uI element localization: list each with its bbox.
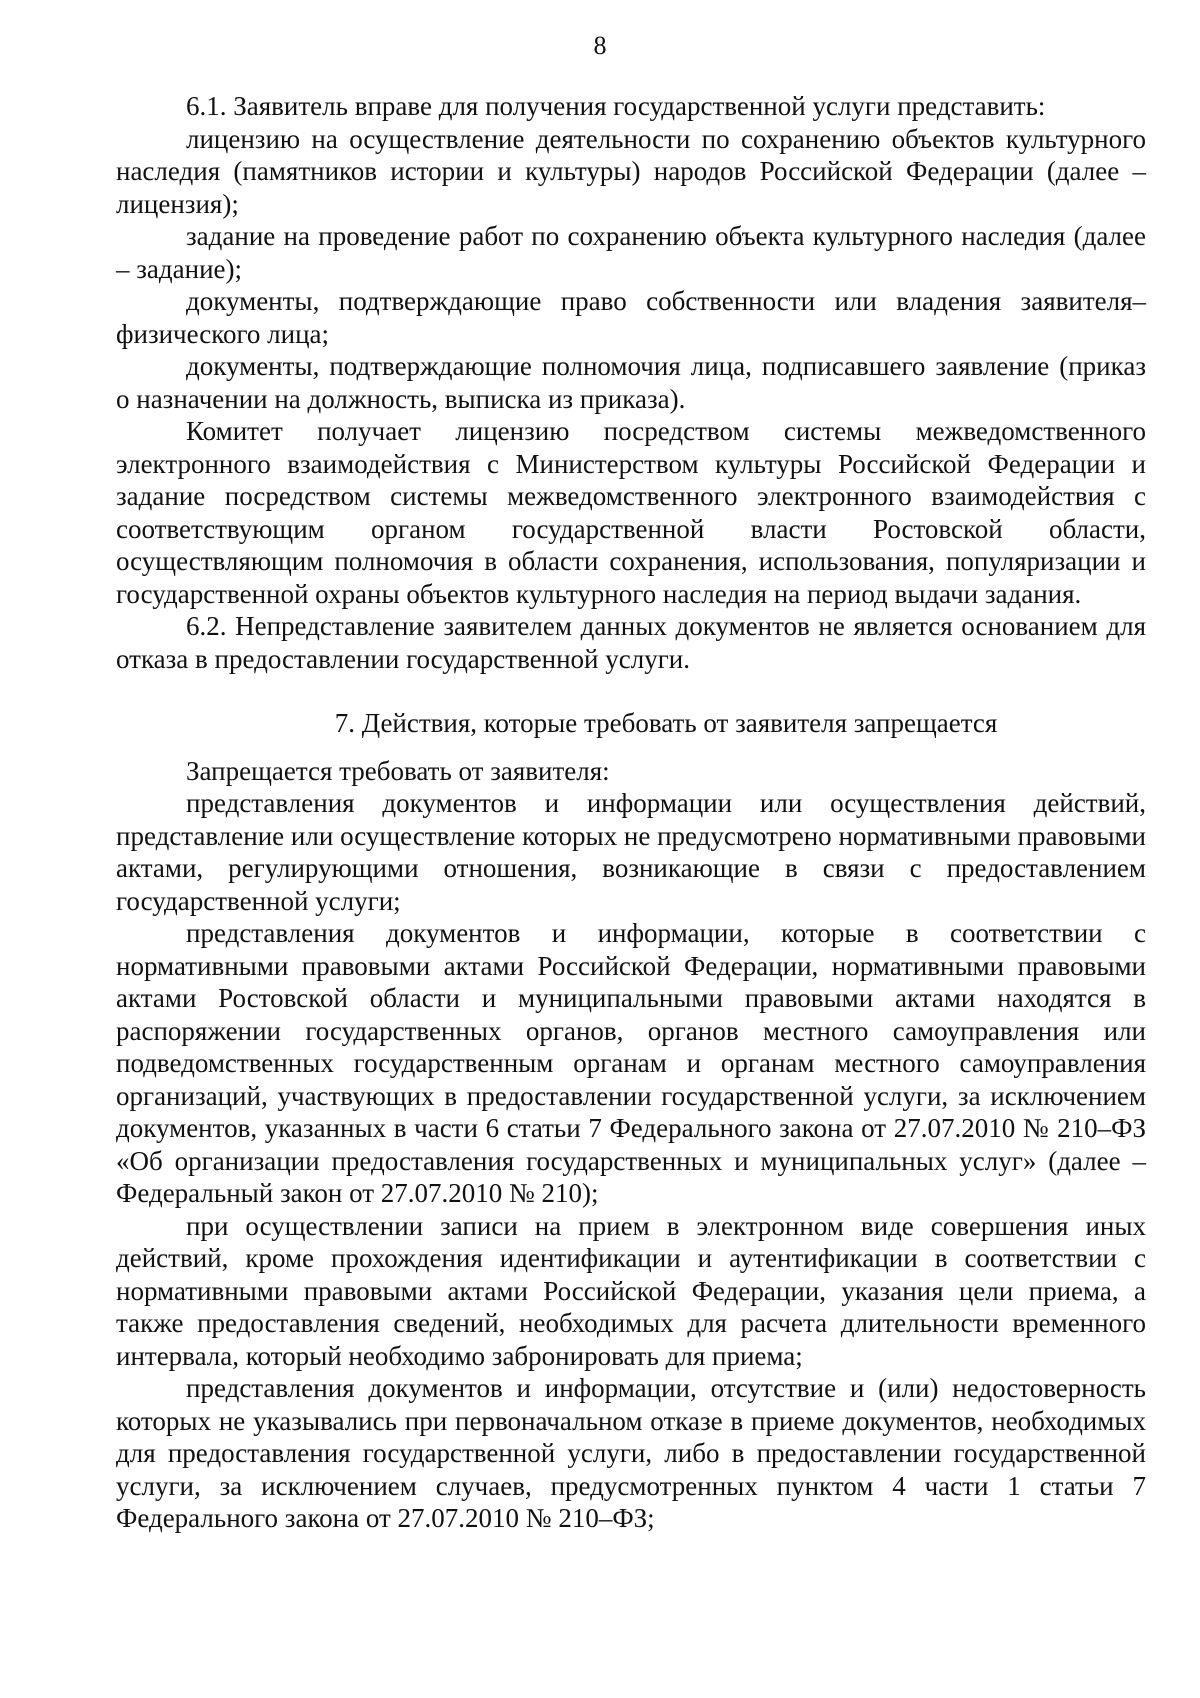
page-number: 8 (593, 31, 607, 60)
paragraph-prohibited-3: при осуществлении записи на прием в электронном виде совершения иных действий, кроме прохождения идентификации и аутентификации в соответствии с нормативными правовыми актами Российской Федерации, указания цели приема, а также предоставления сведений, необходимых для расчета длительности временного интервала, который необходимо забронировать для приема; (116, 1210, 1146, 1371)
paragraph-authority-documents: документы, подтверждающие полномочия лица, подписавшего заявление (приказ о назначении на должность, выписка из приказа). (116, 351, 1146, 414)
paragraph-prohibited-2: представления документов и информации, которые в соответствии с нормативными правовыми актами Российской Федерации, нормативными правовыми актами Ростовской области и муниципальными правовыми актами находятся в распоряжении государственных органов, органов местного самоуправления или подведомственных государственным органам и органам местного самоуправления организаций, участвующих в предоставлении государственной услуги, за исключением документов, указанных в части 6 статьи 7 Федерального закона от 27.07.2010 № 210–ФЗ «Об организации предоставления государственных и муниципальных услуг» (далее – Федеральный закон от 27.07.2010 № 210); (116, 918, 1146, 1208)
paragraph-6-2: 6.2. Непредставление заявителем данных документов не является основанием для отказа в предоставлении государственной услуги. (116, 611, 1146, 674)
paragraph-ownership-documents: документы, подтверждающие право собственности или владения заявителя–физического лица; (116, 286, 1146, 349)
paragraph-6-1: 6.1. Заявитель вправе для получения государственной услуги представить: (186, 91, 1046, 121)
paragraph-assignment: задание на проведение работ по сохранению объекта культурного наследия (далее – задание); (116, 221, 1146, 284)
paragraph-license: лицензию на осуществление деятельности по сохранению объектов культурного наследия (памятников истории и культуры) народов Российской Федерации (далее – лицензия); (116, 123, 1146, 219)
paragraph-prohibited-4: представления документов и информации, отсутствие и (или) недостоверность которых не указывались при первоначальном отказе в приеме документов, необходимых для предоставления государственной услуги, либо в предоставлении государственной услуги, за исключением случаев, предусмотренных пунктом 4 части 1 статьи 7 Федерального закона от 27.07.2010 № 210–ФЗ; (116, 1373, 1146, 1533)
section-7-heading: 7. Действия, которые требовать от заявителя запрещается (334, 708, 998, 738)
paragraph-prohibited-intro: Запрещается требовать от заявителя: (186, 755, 610, 786)
document-body (116, 90, 1146, 1535)
paragraph-prohibited-1: представления документов и информации или осуществления действий, представление или осуществление которых не предусмотрено нормативными правовыми актами, регулирующими отношения, возникающие в связи с предоставлением государственной услуги; (116, 788, 1146, 916)
paragraph-committee-receives: Комитет получает лицензию посредством системы межведомственного электронного взаимодействия с Министерством культуры Российской Федерации и задание посредством системы межведомственного электронного взаимодействия с соответствующим органом государственной власти Ростовской области, осуществляющим полномочия в области сохранения, использования, популяризации и государственной охраны объектов культурного наследия на период выдачи задания. (116, 416, 1146, 609)
